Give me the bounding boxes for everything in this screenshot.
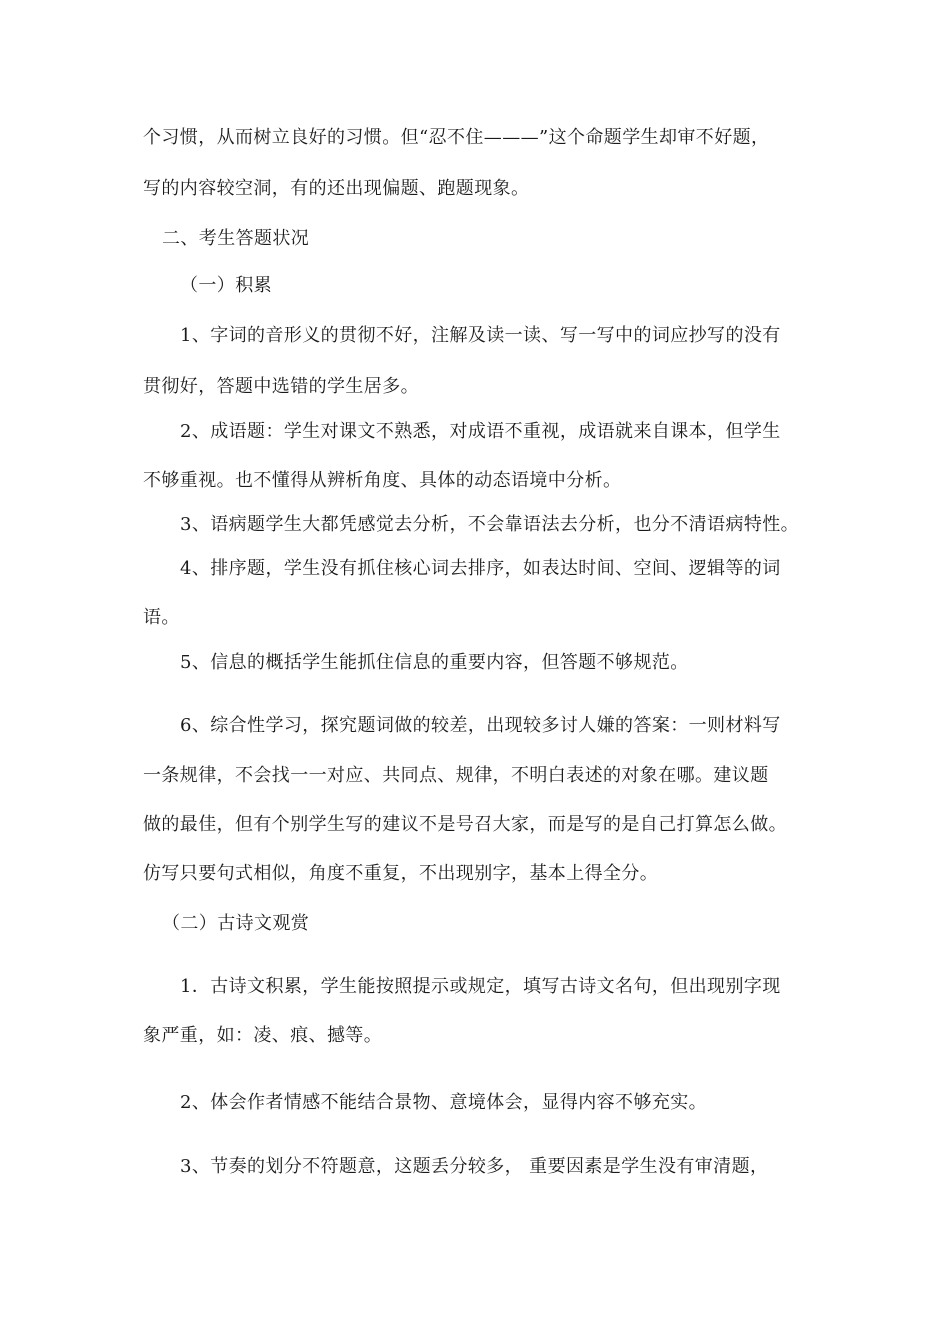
text-line: 写的内容较空洞，有的还出现偏题、跑题现象。	[143, 178, 530, 199]
text-line: 做的最佳，但有个别学生写的建议不是号召大家，而是写的是自己打算怎么做。	[143, 814, 787, 835]
text-line: 语。	[143, 607, 180, 628]
text-line: 1．古诗文积累，学生能按照提示或规定，填写古诗文名句，但出现别字现	[180, 976, 781, 997]
text-line: 仿写只要句式相似，角度不重复，不出现别字，基本上得全分。	[143, 863, 659, 884]
text-line: 3、语病题学生大都凭感觉去分析，不会靠语法去分析，也分不清语病特性。	[180, 514, 800, 535]
text-line: 个习惯，从而树立良好的习惯。但“忍不住———”这个命题学生却审不好题，	[143, 127, 770, 148]
text-line: 1、字词的音形义的贯彻不好，注解及读一读、写一写中的词应抄写的没有	[180, 325, 781, 346]
text-line: 不够重视。也不懂得从辨析角度、具体的动态语境中分析。	[143, 470, 622, 491]
text-line: 贯彻好，答题中选错的学生居多。	[143, 376, 419, 397]
text-line: 4、排序题，学生没有抓住核心词去排序，如表达时间、空间、逻辑等的词	[180, 558, 781, 579]
text-line: 2、体会作者情感不能结合景物、意境体会，显得内容不够充实。	[180, 1092, 708, 1113]
subsection-heading: （一）积累	[180, 275, 272, 296]
text-line: 一条规律，不会找一一对应、共同点、规律，不明白表述的对象在哪。建议题	[143, 765, 769, 786]
text-line: 6、综合性学习，探究题词做的较差，出现较多讨人嫌的答案：一则材料写	[180, 715, 781, 736]
section-heading: 二、考生答题状况	[162, 228, 310, 249]
subsection-heading: （二）古诗文观赏	[162, 913, 310, 934]
text-line: 象严重，如：凌、痕、撼等。	[143, 1025, 383, 1046]
text-line: 3、节奏的划分不符题意，这题丢分较多， 重要因素是学生没有审清题，	[180, 1156, 769, 1177]
text-line: 5、信息的概括学生能抓住信息的重要内容，但答题不够规范。	[180, 652, 689, 673]
text-line: 2、成语题：学生对课文不熟悉，对成语不重视，成语就来自课本，但学生	[180, 421, 781, 442]
